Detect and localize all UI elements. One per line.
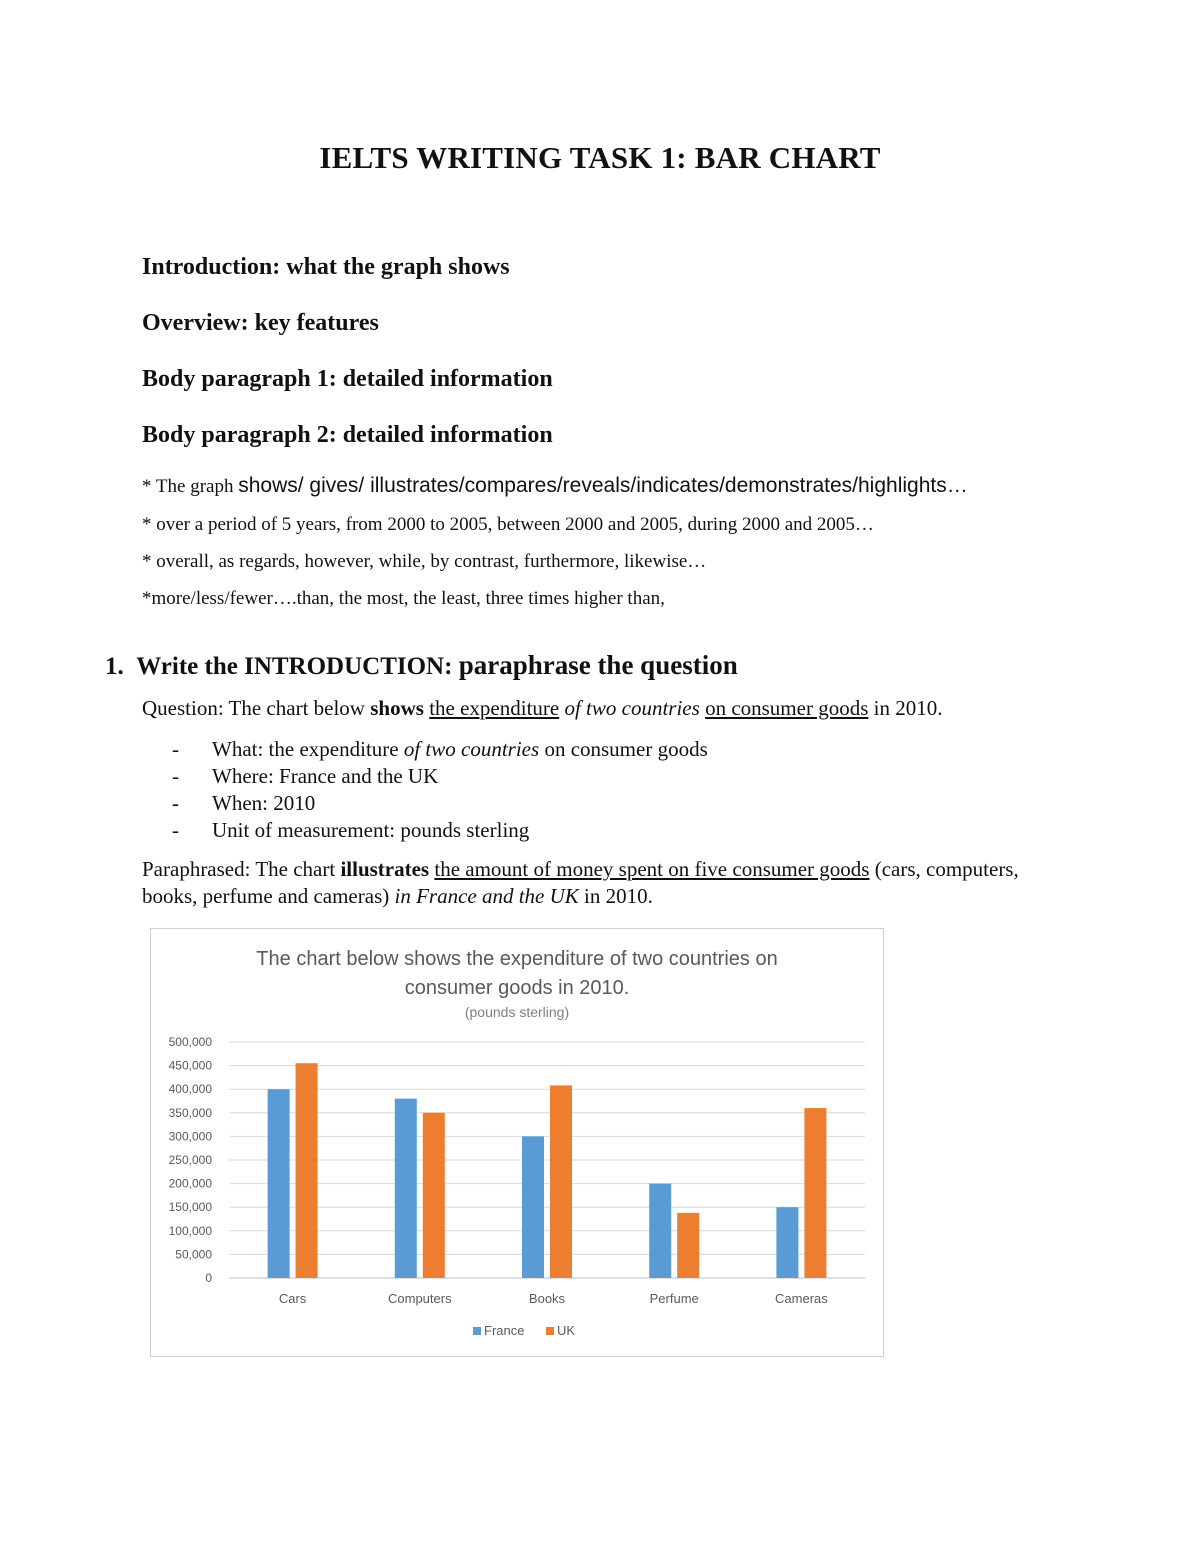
y-tick-label: 200,000 — [168, 1176, 212, 1191]
bar-uk-cameras — [804, 1108, 826, 1278]
chart-gridlines — [229, 1042, 865, 1278]
chart-bars — [268, 1063, 827, 1278]
section-heading-a: Write the INTRODUCTION: — [136, 653, 453, 680]
paraphrased-verb: illustrates — [340, 857, 430, 881]
page-title: IELTS WRITING TASK 1: BAR CHART — [319, 140, 881, 175]
outline-overview: Overview: key features — [142, 310, 379, 336]
bullet-text: Unit of measurement: pounds sterling — [212, 818, 530, 842]
bar-france-cameras — [776, 1207, 798, 1278]
dash-bullet: - — [172, 764, 179, 788]
x-tick-label: Perfume — [649, 1291, 699, 1306]
chart-title-line-2: consumer goods in 2010. — [404, 977, 630, 999]
bullet-text: Where: France and the UK — [212, 764, 439, 788]
essay-outline — [142, 250, 553, 474]
outline-introduction: Introduction: what the graph shows — [142, 254, 510, 280]
dash-bullet: - — [172, 791, 179, 815]
paraphrased-end: in 2010. — [578, 884, 653, 908]
question-label: Question: The chart below — [142, 696, 371, 720]
question-text — [142, 696, 942, 721]
bar-france-cars — [268, 1089, 290, 1278]
legend-swatch — [546, 1327, 554, 1335]
dash-bullet: - — [172, 818, 179, 842]
bar-uk-computers — [423, 1113, 445, 1278]
bar-uk-books — [550, 1085, 572, 1278]
legend-swatch — [473, 1327, 481, 1335]
x-tick-label: Books — [528, 1291, 566, 1306]
note-comparatives: *more/less/fewer….than, the most, the least, three times higher than, — [142, 588, 665, 609]
bullet-text-end: on consumer goods — [539, 737, 708, 761]
chart-svg — [151, 929, 883, 1356]
note-linkers: * overall, as regards, however, while, by contrast, furthermore, likewise… — [142, 551, 707, 572]
y-tick-label: 250,000 — [168, 1153, 212, 1167]
chart-title-line-1: The chart below shows the expenditure of two countries on — [256, 948, 778, 970]
y-tick-label: 100,000 — [168, 1223, 212, 1238]
paraphrased-mid: (cars, computers, books, perfume and cameras) — [142, 857, 1019, 908]
question-underline-2: on consumer goods — [705, 696, 869, 720]
y-axis-ticks — [169, 1035, 213, 1285]
question-verb: shows — [370, 696, 424, 720]
note-verbs-prefix: * The graph — [142, 476, 239, 497]
vocabulary-notes — [142, 472, 1072, 612]
y-tick-label: 450,000 — [168, 1058, 212, 1073]
note-time-phrases: * over a period of 5 years, from 2000 to 2005, between 2000 and 2005, during 2000 and 2005… — [142, 514, 874, 535]
chart-legend — [473, 1323, 575, 1338]
bar-uk-cars — [296, 1063, 318, 1278]
question-breakdown-list — [172, 736, 708, 844]
bar-france-perfume — [649, 1184, 671, 1278]
question-end: in 2010. — [873, 696, 943, 720]
paraphrased-underline: the amount of money spent on five consumer goods — [434, 857, 870, 881]
x-tick-label: Cameras — [775, 1291, 828, 1306]
bar-uk-perfume — [677, 1213, 699, 1278]
bar-france-computers — [395, 1099, 417, 1278]
question-underline-1: the expenditure — [429, 696, 560, 720]
list-item — [172, 817, 708, 844]
section-heading — [105, 650, 738, 681]
bullet-italic: of two countries — [403, 737, 540, 761]
list-item — [172, 736, 708, 763]
dash-bullet: - — [172, 737, 179, 761]
outline-body-1: Body paragraph 1: detailed information — [142, 366, 553, 392]
list-item — [172, 790, 708, 817]
y-tick-label: 50,000 — [175, 1247, 212, 1262]
x-tick-label: Computers — [388, 1291, 452, 1306]
y-tick-label: 400,000 — [168, 1082, 212, 1097]
x-tick-label: Cars — [278, 1291, 307, 1306]
paraphrased-italic: in France and the UK — [394, 884, 579, 908]
note-verbs — [142, 472, 1072, 501]
bullet-text: What: the expenditure — [212, 737, 404, 761]
section-heading-b: paraphrase the question — [458, 650, 738, 680]
question-italic: of two countries — [564, 696, 700, 720]
x-axis-labels — [279, 1291, 828, 1306]
legend-label: UK — [557, 1323, 576, 1338]
list-item — [172, 763, 708, 790]
y-tick-label: 150,000 — [168, 1200, 212, 1215]
bullet-text: When: 2010 — [212, 791, 316, 815]
bar-chart — [150, 928, 884, 1357]
y-tick-label: 300,000 — [168, 1129, 212, 1144]
paraphrased-label: Paraphrased: The chart — [142, 857, 341, 881]
chart-subtitle: (pounds sterling) — [464, 1004, 570, 1020]
y-tick-label: 0 — [205, 1271, 212, 1285]
note-verbs-list: shows/ gives/ illustrates/compares/reveals/indicates/demonstrates/highlights… — [238, 474, 968, 497]
y-tick-label: 500,000 — [168, 1035, 212, 1049]
bar-france-books — [522, 1136, 544, 1278]
paraphrased-text — [142, 856, 1042, 910]
outline-body-2: Body paragraph 2: detailed information — [142, 422, 553, 448]
section-number: 1. — [105, 653, 124, 680]
legend-label: France — [484, 1323, 525, 1338]
y-tick-label: 350,000 — [168, 1105, 212, 1120]
